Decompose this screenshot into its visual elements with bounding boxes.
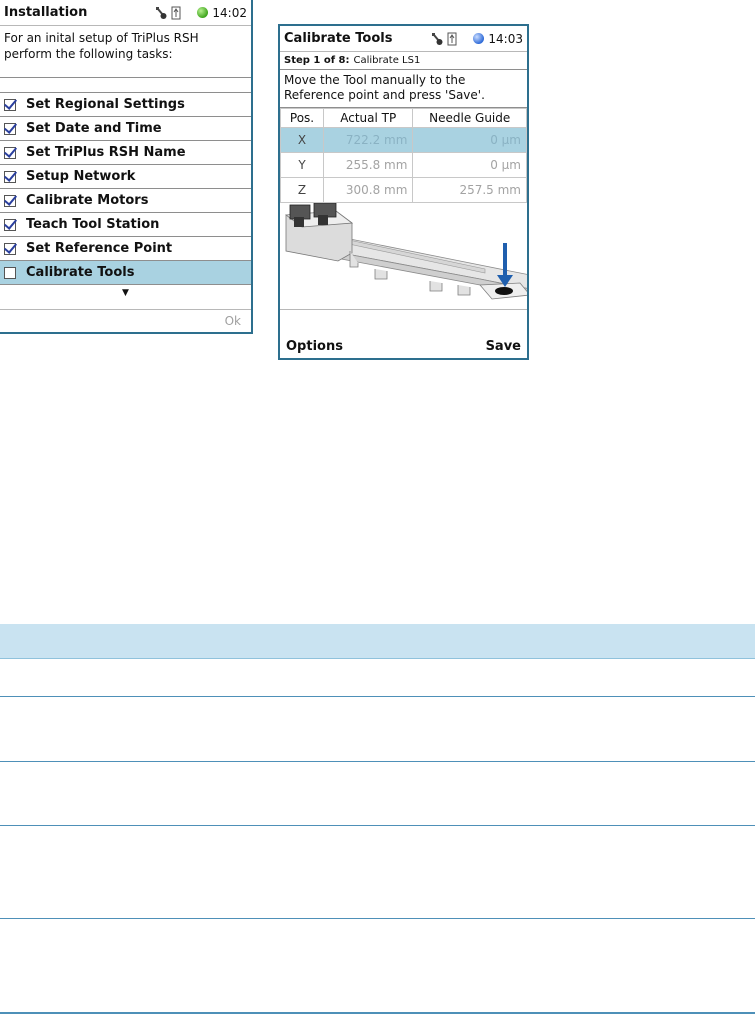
task-label: Set Regional Settings xyxy=(26,97,185,112)
scroll-down-icon[interactable]: ▼ xyxy=(122,287,129,298)
task-item-selected[interactable] xyxy=(0,261,251,285)
task-item[interactable] xyxy=(0,117,251,141)
task-checkbox[interactable] xyxy=(4,267,16,279)
task-checkbox[interactable] xyxy=(4,243,16,255)
instruction-text: Move the Tool manually to the Reference point and press 'Save'. xyxy=(280,70,527,108)
clock: 14:02 xyxy=(212,5,247,20)
table-row[interactable] xyxy=(281,178,527,203)
table-row-selected[interactable] xyxy=(281,128,527,153)
installation-titlebar xyxy=(0,0,251,26)
task-label: Set Reference Point xyxy=(26,241,173,256)
column-header: Pos. xyxy=(281,109,324,128)
task-item[interactable] xyxy=(0,165,251,189)
table-row xyxy=(0,697,755,762)
status-area xyxy=(155,6,247,20)
table-row xyxy=(0,659,755,697)
task-label: Calibrate Tools xyxy=(26,265,135,280)
connection-status-icon xyxy=(473,33,484,44)
actual-tp-cell: 722.2 mm xyxy=(324,128,413,153)
tool-icon xyxy=(155,6,167,20)
calibrate-screen xyxy=(278,24,529,360)
table-row xyxy=(0,826,755,919)
softkey-bar xyxy=(0,309,251,332)
task-item[interactable] xyxy=(0,189,251,213)
position-table xyxy=(280,108,527,203)
empty-table xyxy=(0,624,755,1014)
task-checkbox[interactable] xyxy=(4,171,16,183)
status-area xyxy=(431,32,523,46)
axis-cell: X xyxy=(281,128,324,153)
task-label: Setup Network xyxy=(26,169,136,184)
task-checkbox[interactable] xyxy=(4,195,16,207)
installation-screen xyxy=(0,0,253,334)
task-item[interactable] xyxy=(0,237,251,261)
needle-guide-cell: 0 µm xyxy=(413,153,527,178)
tool-rail-image xyxy=(280,203,527,309)
calibrate-title: Calibrate Tools xyxy=(284,31,393,46)
task-checkbox[interactable] xyxy=(4,219,16,231)
axis-cell: Z xyxy=(281,178,324,203)
tool-station-illustration xyxy=(280,203,527,310)
intro-text: For an inital setup of TriPlus RSH perform the following tasks: xyxy=(0,26,251,78)
task-checkbox[interactable] xyxy=(4,123,16,135)
connection-status-icon xyxy=(197,7,208,18)
usb-icon xyxy=(171,6,181,20)
needle-guide-cell: 257.5 mm xyxy=(413,178,527,203)
step-name: Calibrate LS1 xyxy=(353,55,421,66)
task-item[interactable] xyxy=(0,141,251,165)
calibrate-titlebar xyxy=(280,26,527,52)
actual-tp-cell: 255.8 mm xyxy=(324,153,413,178)
task-label: Teach Tool Station xyxy=(26,217,160,232)
task-item[interactable] xyxy=(0,93,251,117)
tool-icon xyxy=(431,32,443,46)
actual-tp-cell: 300.8 mm xyxy=(324,178,413,203)
softkey-bar xyxy=(280,334,527,358)
column-header: Actual TP xyxy=(324,109,413,128)
save-button[interactable]: Save xyxy=(485,338,521,354)
task-label: Calibrate Motors xyxy=(26,193,149,208)
task-list xyxy=(0,92,251,285)
axis-cell: Y xyxy=(281,153,324,178)
column-header: Needle Guide xyxy=(413,109,527,128)
table-row xyxy=(0,762,755,826)
ok-button[interactable]: Ok xyxy=(224,314,241,328)
installation-title: Installation xyxy=(4,5,88,20)
table-header xyxy=(0,624,755,659)
step-indicator xyxy=(280,52,527,70)
task-label: Set TriPlus RSH Name xyxy=(26,145,186,160)
task-checkbox[interactable] xyxy=(4,99,16,111)
usb-icon xyxy=(447,32,457,46)
step-label: Step 1 of 8: xyxy=(284,55,350,66)
table-header-row xyxy=(281,109,527,128)
table-row xyxy=(0,919,755,1014)
task-label: Set Date and Time xyxy=(26,121,162,136)
options-button[interactable]: Options xyxy=(286,338,343,354)
clock: 14:03 xyxy=(488,31,523,46)
task-checkbox[interactable] xyxy=(4,147,16,159)
needle-guide-cell: 0 µm xyxy=(413,128,527,153)
table-row[interactable] xyxy=(281,153,527,178)
task-item[interactable] xyxy=(0,213,251,237)
